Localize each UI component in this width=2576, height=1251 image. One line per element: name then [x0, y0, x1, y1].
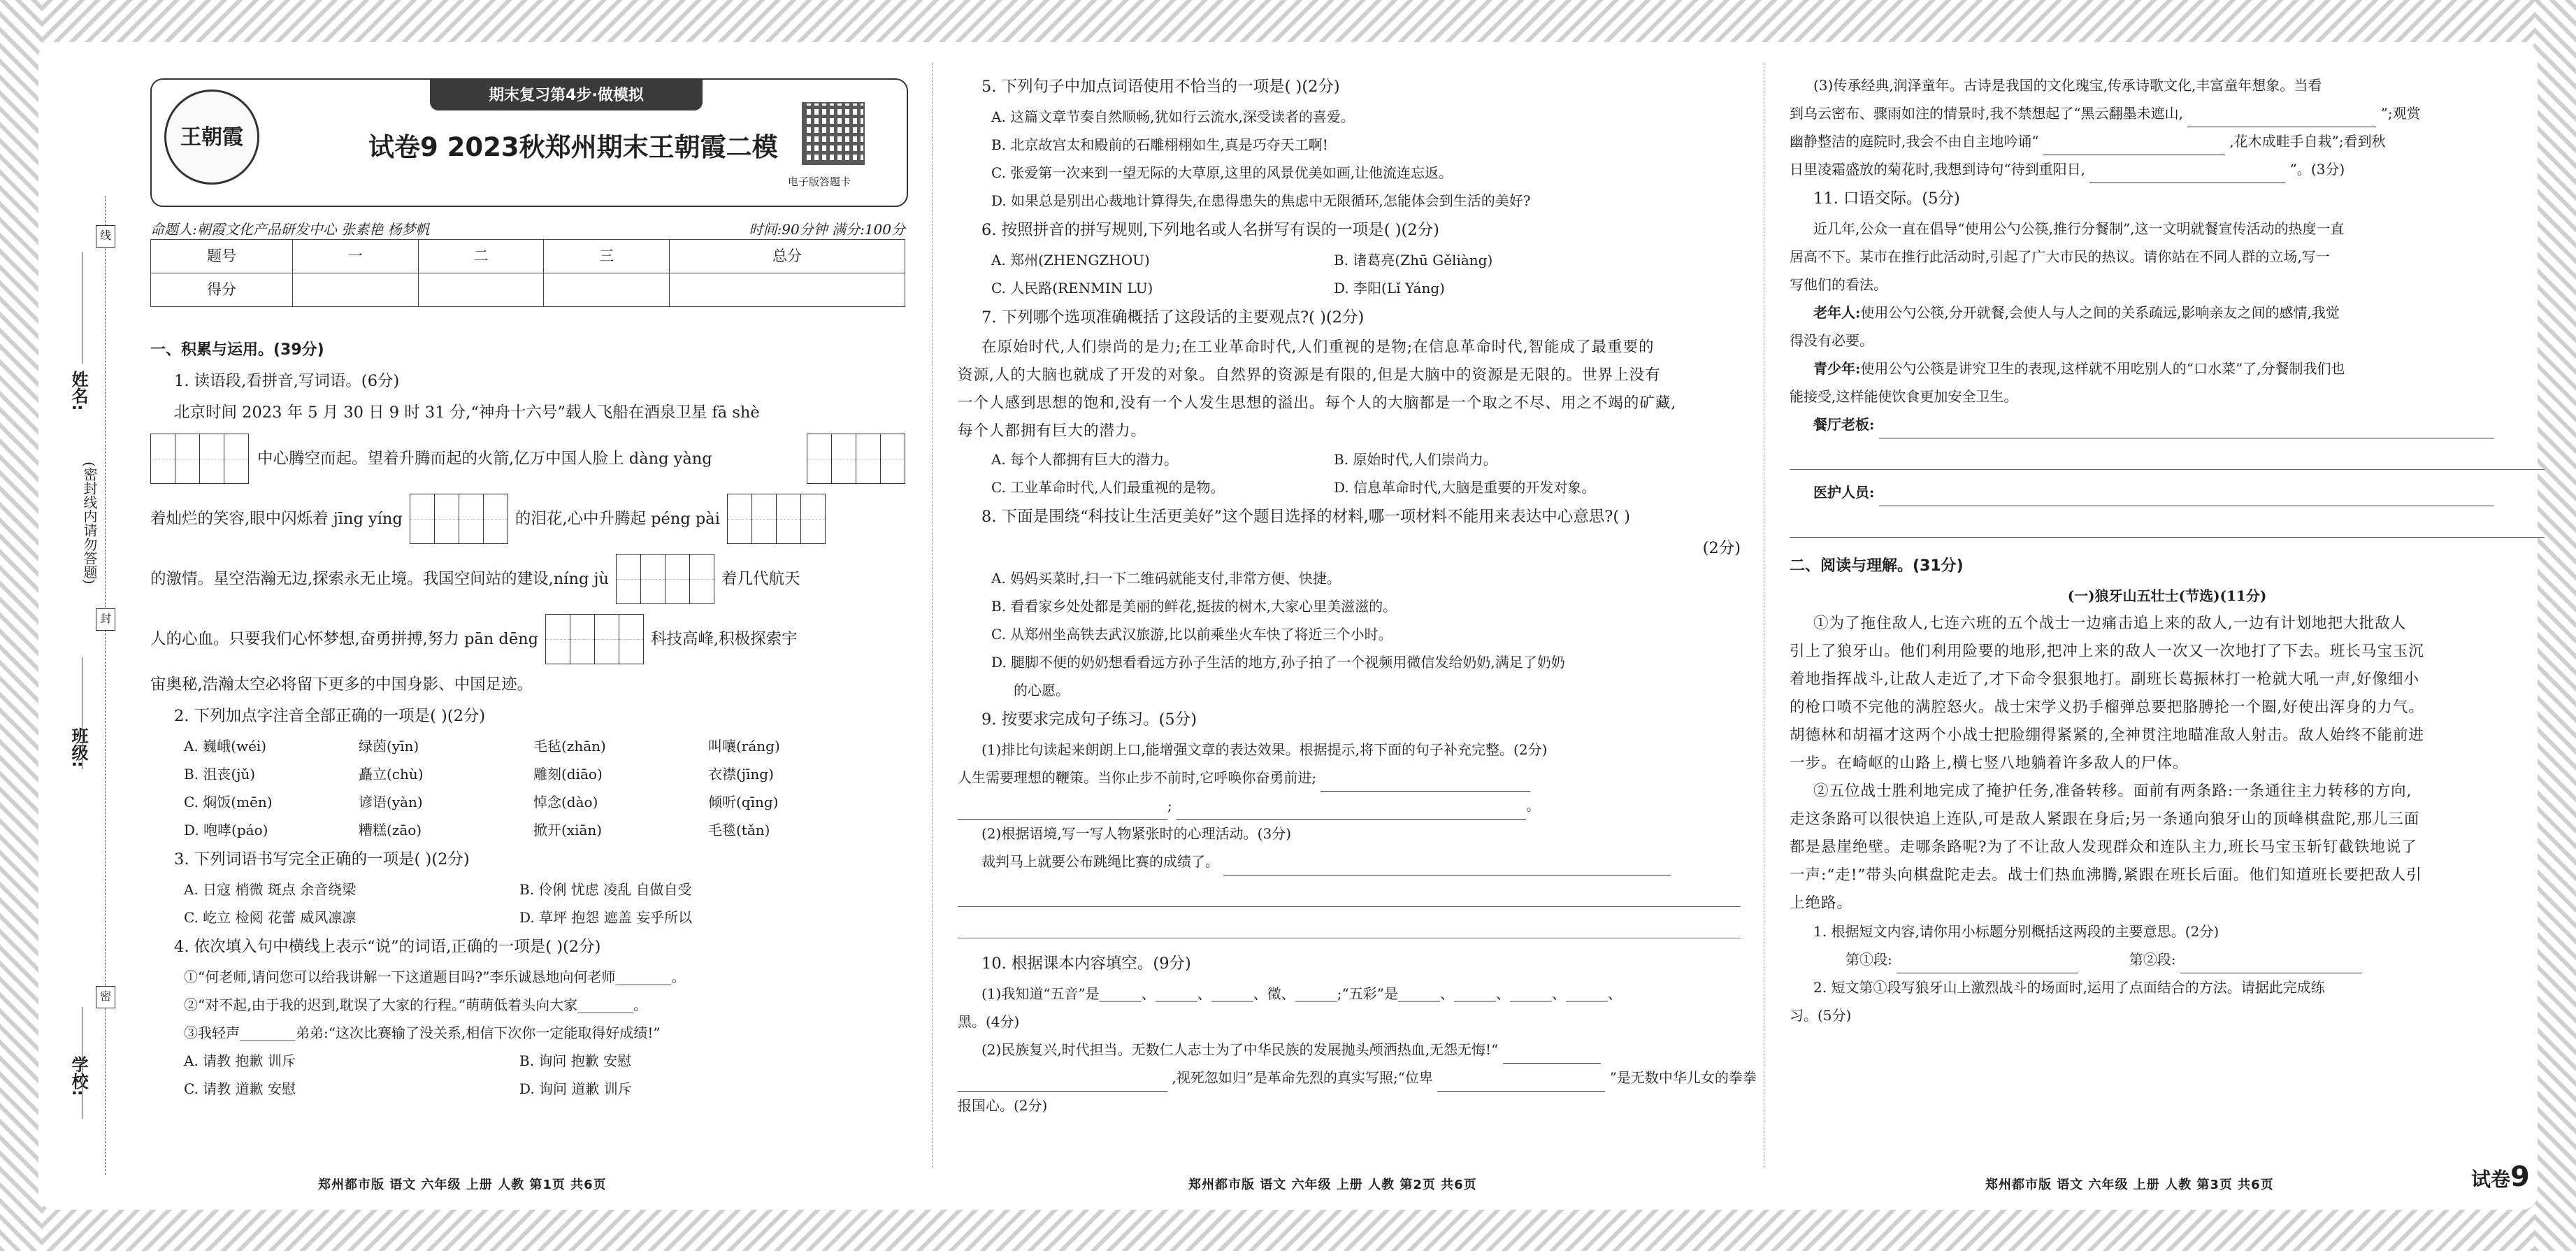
- writing-grid[interactable]: [616, 554, 714, 604]
- seal-mark-seal: 封: [96, 608, 115, 631]
- option[interactable]: A. 日寇 梢微 斑点 余音绕梁: [184, 881, 357, 898]
- q11-youth-label: 青少年:: [1813, 360, 1861, 377]
- q1-line: 科技高峰,积极探索宇: [651, 629, 798, 648]
- option-item: 雕刻(diāo): [533, 766, 603, 782]
- binding-margin: [38, 42, 143, 1189]
- q9-part1-sentence: [958, 764, 1741, 792]
- option[interactable]: D. 信息革命时代,大脑是重要的开发对象。: [1334, 479, 1596, 496]
- option-item: 矗立(chù): [359, 766, 424, 782]
- q10-sentence: ,花木成畦手自栽”;看到秋: [2229, 133, 2386, 150]
- answer-blank[interactable]: [2089, 164, 2285, 183]
- q1-line: 宙奥秘,浩瀚太空必将留下更多的中国身影、中国足迹。: [150, 675, 533, 694]
- r1-label: 第②段:: [2129, 951, 2176, 968]
- reading-question-2: 2. 短文第①段写狼牙山上激烈战斗的场面时,运用了点面结合的方法。请据此完成练: [1813, 979, 2325, 996]
- option[interactable]: C. 请教 道歉 安慰: [184, 1080, 296, 1097]
- answer-blank[interactable]: [2043, 136, 2225, 155]
- option-item: 掀开(xiān): [533, 822, 603, 838]
- seal-mark-line: 线: [96, 225, 115, 248]
- answer-blank[interactable]: [958, 1073, 1167, 1092]
- writing-grid[interactable]: [545, 614, 644, 664]
- q2-options: [150, 788, 905, 816]
- q9-answer-row: ; 。: [958, 792, 1741, 820]
- class-label: 班级:: [69, 727, 88, 768]
- q11-elderly-cont: 得没有必要。: [1790, 332, 1873, 349]
- option[interactable]: A. 郑州(ZHENGZHOU): [991, 252, 1150, 269]
- q10-sentence: 日里凌霜盛放的菊花时,我想到诗句“待到重阳日,: [1790, 161, 2085, 178]
- score-table: [150, 239, 905, 307]
- answer-blank[interactable]: [1321, 773, 1530, 792]
- answer-blank[interactable]: [1879, 487, 2494, 506]
- page-2: [958, 42, 1757, 1192]
- writing-grid[interactable]: [150, 434, 249, 484]
- question-11: 11. 口语交际。(5分): [1813, 190, 1960, 208]
- q1-line: 着灿烂的笑容,眼中闪烁着 jīng yíng: [150, 509, 403, 528]
- q10-part1: (1)我知道“五音”是______、______、______、徵、______;“五彩”是______、______、______、______、: [981, 985, 1622, 1002]
- q1-line: 中心腾空而起。望着升腾而起的火箭,亿万中国人脸上 dàng yàng: [257, 449, 712, 468]
- r1-label: 第①段:: [1845, 951, 1892, 968]
- section-heading: 二、阅读与理解。(31分): [1790, 557, 1964, 575]
- q1-row: [150, 429, 905, 489]
- q1-line: 人的心血。只要我们心怀梦想,奋勇拼搏,努力 pān dēng: [150, 629, 539, 648]
- exam-sheet: [38, 42, 2538, 1210]
- q11-elderly: [1790, 299, 2545, 327]
- option-item: 谚语(yàn): [359, 794, 423, 810]
- question-4: 4. 依次填入句中横线上表示“说”的词语,正确的一项是( )(2分): [174, 938, 601, 956]
- q10-sentence: 到乌云密布、骤雨如注的情景时,我不禁想起了“黑云翻墨未遮山,: [1790, 105, 2183, 122]
- option[interactable]: D. 李阳(Lǐ Yáng): [1334, 280, 1445, 296]
- option-item: 毛毡(zhān): [533, 738, 606, 755]
- q10-part3: (3)传承经典,润泽童年。古诗是我国的文化瑰宝,传承诗歌文化,丰富童年想象。当看: [1813, 77, 2322, 94]
- q11-youth-cont: 能接受,这样能使饮食更加安全卫生。: [1790, 388, 2018, 405]
- q8-points: (2分): [1702, 539, 1741, 557]
- q11-text: 居高不下。某市在推行此活动时,引起了广大市民的热议。请你站在不同人群的立场,写一: [1790, 248, 2330, 265]
- question-10: 10. 根据课本内容填空。(9分): [981, 955, 1191, 973]
- section-heading: 一、积累与运用。(39分): [150, 341, 324, 359]
- q11-youth: [1790, 355, 2545, 383]
- q11-elderly-label: 老年人:: [1813, 304, 1861, 321]
- q11-restaurant-label: 餐厅老板:: [1813, 416, 1875, 433]
- option[interactable]: D. 咆哮(páo): [184, 822, 268, 838]
- writing-grid[interactable]: [807, 434, 905, 484]
- q10-sentence: ”;观赏: [2380, 105, 2421, 122]
- q10-part2-end: 报国心。(2分): [958, 1097, 1048, 1114]
- q7-options: [958, 473, 1741, 501]
- option[interactable]: C. 焖饭(mēn): [184, 794, 273, 810]
- q2-options: [150, 816, 905, 844]
- answer-line[interactable]: [1790, 506, 2545, 538]
- answer-line[interactable]: [1790, 438, 2545, 470]
- question-3: 3. 下列词语书写完全正确的一项是( )(2分): [174, 850, 470, 868]
- q10-part2-cont: [958, 1064, 1757, 1092]
- seal-line: [105, 196, 106, 1175]
- option[interactable]: C. 人民路(RENMIN LU): [991, 280, 1153, 296]
- q11-text: 近几年,公众一直在倡导“使用公勺公筷,推行分餐制”,这一文明就餐宣传活动的热度一直: [1813, 220, 2345, 237]
- passage-line: 一步。在崎岖的山路上,横七竖八地躺着许多敌人的尸体。: [1790, 755, 2189, 772]
- q1-line: 的激情。星空浩瀚无边,探索永无止境。我国空间站的建设,níng jù: [150, 569, 610, 588]
- score-header: 三: [544, 240, 670, 273]
- exam-title: 试卷9 2023秋郑州期末王朝霞二模: [368, 132, 778, 162]
- q10-part3-line: [1790, 127, 2545, 155]
- q9-part1: (1)排比句读起来朗朗上口,能增强文章的表达效果。根据提示,将下面的句子补充完整。(2分): [981, 741, 1548, 758]
- seal-note: (密封线内请勿答题): [81, 462, 98, 585]
- option[interactable]: B. 北京故宫太和殿前的石雕栩栩如生,真是巧夺天工啊!: [991, 136, 1328, 153]
- q10-part3-line: [1790, 155, 2545, 183]
- section-1: [150, 334, 905, 1103]
- passage-line: 上绝路。: [1790, 894, 1853, 912]
- option[interactable]: A. 请教 抱歉 训斥: [184, 1052, 296, 1069]
- r1-answer-row: [1790, 945, 2545, 973]
- passage-line: ②五位战士胜利地完成了掩护任务,准备转移。面前有两条路:一条通往主力转移的方向,: [1813, 782, 2412, 800]
- exam-badge: [2471, 1161, 2530, 1193]
- score-header: 一: [293, 240, 419, 273]
- q11-medical-label: 医护人员:: [1813, 484, 1875, 501]
- q3-options: [150, 875, 905, 903]
- option[interactable]: B. 伶俐 忧虑 凌乱 自做自受: [519, 881, 692, 898]
- answer-blank[interactable]: [2187, 108, 2376, 127]
- brand-logo: 王朝霞: [164, 90, 259, 185]
- qr-label: 电子版答题卡: [788, 176, 851, 188]
- review-step-tag: 期末复习第4步·做模拟: [430, 80, 703, 110]
- q10-sentence: (2)民族复兴,时代担当。无数仁人志士为了中华民族的发展抛头颅洒热血,无怨无悔!“: [981, 1041, 1499, 1058]
- answer-blank[interactable]: [1223, 857, 1671, 875]
- writing-grid[interactable]: [727, 494, 826, 544]
- score-header: 二: [418, 240, 544, 273]
- score-header: 总分: [670, 240, 905, 273]
- q4-options: [150, 1075, 905, 1103]
- option[interactable]: C. 工业革命时代,人们最重视的是物。: [991, 479, 1225, 496]
- answer-line[interactable]: [958, 875, 1741, 907]
- q4-sentence: ①“何老师,请问您可以给我讲解一下这道题目吗?”李乐诚恳地向何老师________。: [184, 968, 686, 985]
- score-header: 题号: [151, 240, 293, 273]
- q4-sentence: ③我轻声________弟弟:“这次比赛输了没关系,相信下次你一定能取得好成绩!”: [184, 1024, 661, 1041]
- q4-options: [150, 1047, 905, 1075]
- passage-line: 走这条路可以很快追上连队,可是敌人紧跟在身后;另一条通向狼牙山的顶峰棋盘陀,那儿三面: [1790, 810, 2420, 828]
- wavy-border-left: [0, 0, 42, 1251]
- q2-options: [150, 760, 905, 788]
- option-item: 糟糕(zāo): [359, 822, 422, 838]
- answer-blank[interactable]: [1503, 1045, 1601, 1064]
- q1-row: [150, 609, 905, 669]
- page-footer: 郑州都市版 语文 六年级 上册 人教 第3页 共6页: [1985, 1178, 2274, 1192]
- passage-line: 引上了狼牙山。他们利用险要的地形,把冲上来的敌人一次又一次地打了下去。班长马宝玉沉: [1790, 643, 2424, 660]
- option[interactable]: C. 张爱第一次来到一望无际的大草原,这里的风景优美如画,让他流连忘返。: [991, 164, 1453, 181]
- q6-options: [958, 274, 1741, 302]
- q9-part2-sentence: [958, 848, 1741, 875]
- answer-blank[interactable]: [1879, 420, 2494, 438]
- option[interactable]: A. 每个人都拥有巨大的潜力。: [991, 451, 1179, 468]
- school-label: 学校:: [69, 1056, 88, 1096]
- q11-restaurant-row: [1790, 410, 2545, 438]
- q10-sentence: ”是无数中华儿女的拳拳: [1609, 1069, 1757, 1086]
- q1-line: 北京时间 2023 年 5 月 30 日 9 时 31 分,“神舟十六号”载人飞船在酒泉卫星 fā shè: [174, 403, 760, 422]
- q3-options: [150, 903, 905, 931]
- option[interactable]: B. 看看家乡处处都是美丽的鲜花,挺拔的树木,大家心里美滋滋的。: [991, 598, 1397, 615]
- q2-options: [150, 732, 905, 760]
- option-item: 倾听(qīng): [708, 794, 779, 810]
- option[interactable]: B. 沮丧(jǔ): [184, 766, 256, 782]
- option[interactable]: D. 询问 道歉 训斥: [519, 1080, 632, 1097]
- score-row-label: 得分: [151, 273, 293, 307]
- name-label: 姓名:: [69, 371, 88, 411]
- q11-elderly-text: 使用公勺公筷,分开就餐,会使人与人之间的关系疏远,影响亲友之间的感情,我觉: [1860, 304, 2340, 321]
- q7-passage: 资源,人的大脑也就成了开发的对象。自然界的资源是有限的,但是大脑中的资源是无限的。世界上没有: [958, 366, 1661, 384]
- writing-grid[interactable]: [410, 494, 508, 544]
- option-item: 衣襟(jīng): [708, 766, 774, 782]
- badge-number: 9: [2510, 1161, 2530, 1193]
- question-5: 5. 下列句子中加点词语使用不恰当的一项是( )(2分): [981, 78, 1340, 96]
- score-cell[interactable]: [670, 273, 905, 307]
- option[interactable]: C. 屹立 检阅 花蕾 威风凛凛: [184, 909, 357, 926]
- q11-text: 写他们的看法。: [1790, 276, 1887, 293]
- reading-question-1: 1. 根据短文内容,请你用小标题分别概括这两段的主要意思。(2分): [1813, 923, 2219, 940]
- exam-header: [150, 78, 908, 207]
- passage-title: (一)狼牙山五壮士(节选)(11分): [2067, 587, 2267, 604]
- answer-blank[interactable]: [2180, 955, 2362, 973]
- q6-options: [958, 246, 1741, 274]
- question-8: 8. 下面是围绕“科技让生活更美好”这个题目选择的材料,哪一项材料不能用来表达中心意思?( ): [981, 508, 1631, 526]
- q7-passage: 在原始时代,人们崇尚的是力;在工业革命时代,人们重视的是物;在信息革命时代,智能成了最重要的: [981, 338, 1655, 356]
- option[interactable]: A. 这篇文章节奏自然顺畅,犹如行云流水,深受读者的喜爱。: [991, 108, 1355, 125]
- badge-text: 试卷: [2471, 1168, 2511, 1191]
- qr-code-icon[interactable]: [802, 102, 865, 165]
- option-item: 叫嚷(ráng): [708, 738, 780, 755]
- q10-sentence: 幽静整洁的庭院时,我会不由自主地吟诵“: [1790, 133, 2039, 150]
- q1-line: 的泪花,心中升腾起 péng pài: [515, 509, 720, 528]
- q11-medical-row: [1790, 478, 2545, 506]
- q1-line: 着几代航天: [721, 569, 800, 588]
- question-2: 2. 下列加点字注音全部正确的一项是( )(2分): [174, 707, 486, 725]
- time-score: 时间:90分钟 满分:100分: [749, 221, 905, 238]
- q10-part1-end: 黑。(4分): [958, 1013, 1020, 1030]
- passage-line: 胡德林和胡福才这两个小战士把脸绷得紧紧的,全神贯注地瞄准敌人射击。敌人始终不能前进: [1790, 727, 2424, 744]
- q7-options: [958, 445, 1741, 473]
- option-item: 绿茵(yīn): [359, 738, 419, 755]
- q10-sentence: ,视死忽如归”是革命先烈的真实写照;“位卑: [1172, 1069, 1433, 1086]
- score-cell[interactable]: [418, 273, 544, 307]
- seal-mark-secret: 密: [96, 986, 115, 1008]
- option[interactable]: D. 腿脚不便的奶奶想看看远方孙子生活的地方,孙子拍了一个视频用微信发给奶奶,满足了奶奶: [991, 654, 1565, 671]
- q1-row: [150, 549, 905, 609]
- option[interactable]: D. 草坪 抱怨 遮盖 妄乎所以: [519, 909, 693, 926]
- q9-sentence: 人生需要理想的鞭策。当你止步不前时,它呼唤你奋勇前进;: [958, 769, 1317, 786]
- passage-line: 一声:“走!”带头向棋盘陀走去。战士们热血沸腾,紧跟在班长后面。他们知道班长要把敌人引: [1790, 866, 2422, 884]
- score-cell[interactable]: [544, 273, 670, 307]
- passage-line: 都是悬崖绝壁。走哪条路呢?为了不让敌人发现群众和连队主力,班长马宝玉斩钉截铁地说了: [1790, 838, 2417, 856]
- option[interactable]: A. 巍峨(wéi): [184, 738, 267, 755]
- answer-blank[interactable]: [958, 801, 1167, 820]
- page-footer: 郑州都市版 语文 六年级 上册 人教 第2页 共6页: [1188, 1178, 1477, 1192]
- question-9: 9. 按要求完成句子练习。(5分): [981, 710, 1197, 729]
- page-1: [150, 42, 905, 1192]
- q10-part3-line: [1790, 99, 2545, 127]
- passage-line: 着地指挥战斗,让敌人走近了,才下命令狠狠地打。副班长葛振林打一枪就大吼一声,好像细小: [1790, 671, 2420, 688]
- option[interactable]: D. 如果总是别出心裁地计算得失,在患得患失的焦虑中无限循环,怎能体会到生活的美好?: [991, 192, 1531, 209]
- q9-part2: (2)根据语境,写一写人物紧张时的心理活动。(3分): [981, 825, 1292, 842]
- option-item: 悼念(dào): [533, 794, 598, 810]
- answer-blank[interactable]: [1897, 955, 2078, 973]
- q4-sentence: ②“对不起,由于我的迟到,耽误了大家的行程。”萌萌低着头向大家________。: [184, 996, 648, 1013]
- q10-part2: [958, 1036, 1741, 1064]
- score-cell[interactable]: [293, 273, 419, 307]
- col2-flow: [958, 71, 1757, 1120]
- passage-line: 的枪口喷不完他的满腔怒火。战士宋学义扔手榴弹总要把胳膊抡一个圈,好使出浑身的力气。: [1790, 699, 2424, 716]
- question-6: 6. 按照拼音的拼写规则,下列地名或人名拼写有误的一项是( )(2分): [981, 221, 1439, 239]
- reading-question-2-cont: 习。(5分): [1790, 1007, 1852, 1024]
- q11-youth-text: 使用公勺公筷是讲究卫生的表现,这样就不用吃别人的“口水菜”了,分餐制我们也: [1860, 360, 2345, 377]
- option[interactable]: B. 诸葛亮(Zhū Gěliàng): [1334, 252, 1493, 269]
- answer-blank[interactable]: [1177, 801, 1526, 820]
- option[interactable]: B. 原始时代,人们崇尚力。: [1334, 451, 1497, 468]
- question-7: 7. 下列哪个选项准确概括了这段话的主要观点?( )(2分): [981, 308, 1365, 327]
- column-divider: [932, 63, 933, 1168]
- col3-flow: [1790, 71, 2545, 1029]
- q9-sentence: 裁判马上就要公布跳绳比赛的成绩了。: [981, 853, 1219, 870]
- option[interactable]: B. 询问 抱歉 安慰: [519, 1052, 632, 1069]
- question-1: 1. 读语段,看拼音,写词语。(6分): [174, 372, 400, 390]
- passage-line: ①为了拖住敌人,七连六班的五个战士一边痛击追上来的敌人,一边有计划地把大批敌人: [1813, 615, 2407, 632]
- authors: 命题人:朝霞文化产品研发中心 张素艳 杨梦帆: [150, 221, 430, 238]
- q10-sentence: ”。(3分): [2289, 161, 2345, 178]
- answer-line[interactable]: [958, 907, 1741, 938]
- answer-blank[interactable]: [1437, 1073, 1605, 1092]
- q7-passage: 每个人都拥有巨大的潜力。: [958, 422, 1147, 440]
- page-footer: 郑州都市版 语文 六年级 上册 人教 第1页 共6页: [318, 1178, 607, 1192]
- q1-row: [150, 489, 905, 549]
- q7-passage: 一个人感到思想的饱和,没有一个人发生思想的溢出。每个人的大脑都是一个取之不尽、用之不竭的矿藏,: [958, 394, 1677, 412]
- option[interactable]: A. 妈妈买菜时,扫一下二维码就能支付,非常方便、快捷。: [991, 570, 1341, 587]
- option-continuation: 的心愿。: [1014, 682, 1070, 699]
- option-item: 毛毯(tǎn): [708, 822, 770, 838]
- option[interactable]: C. 从郑州坐高铁去武汉旅游,比以前乘坐火车快了将近三个小时。: [991, 626, 1393, 643]
